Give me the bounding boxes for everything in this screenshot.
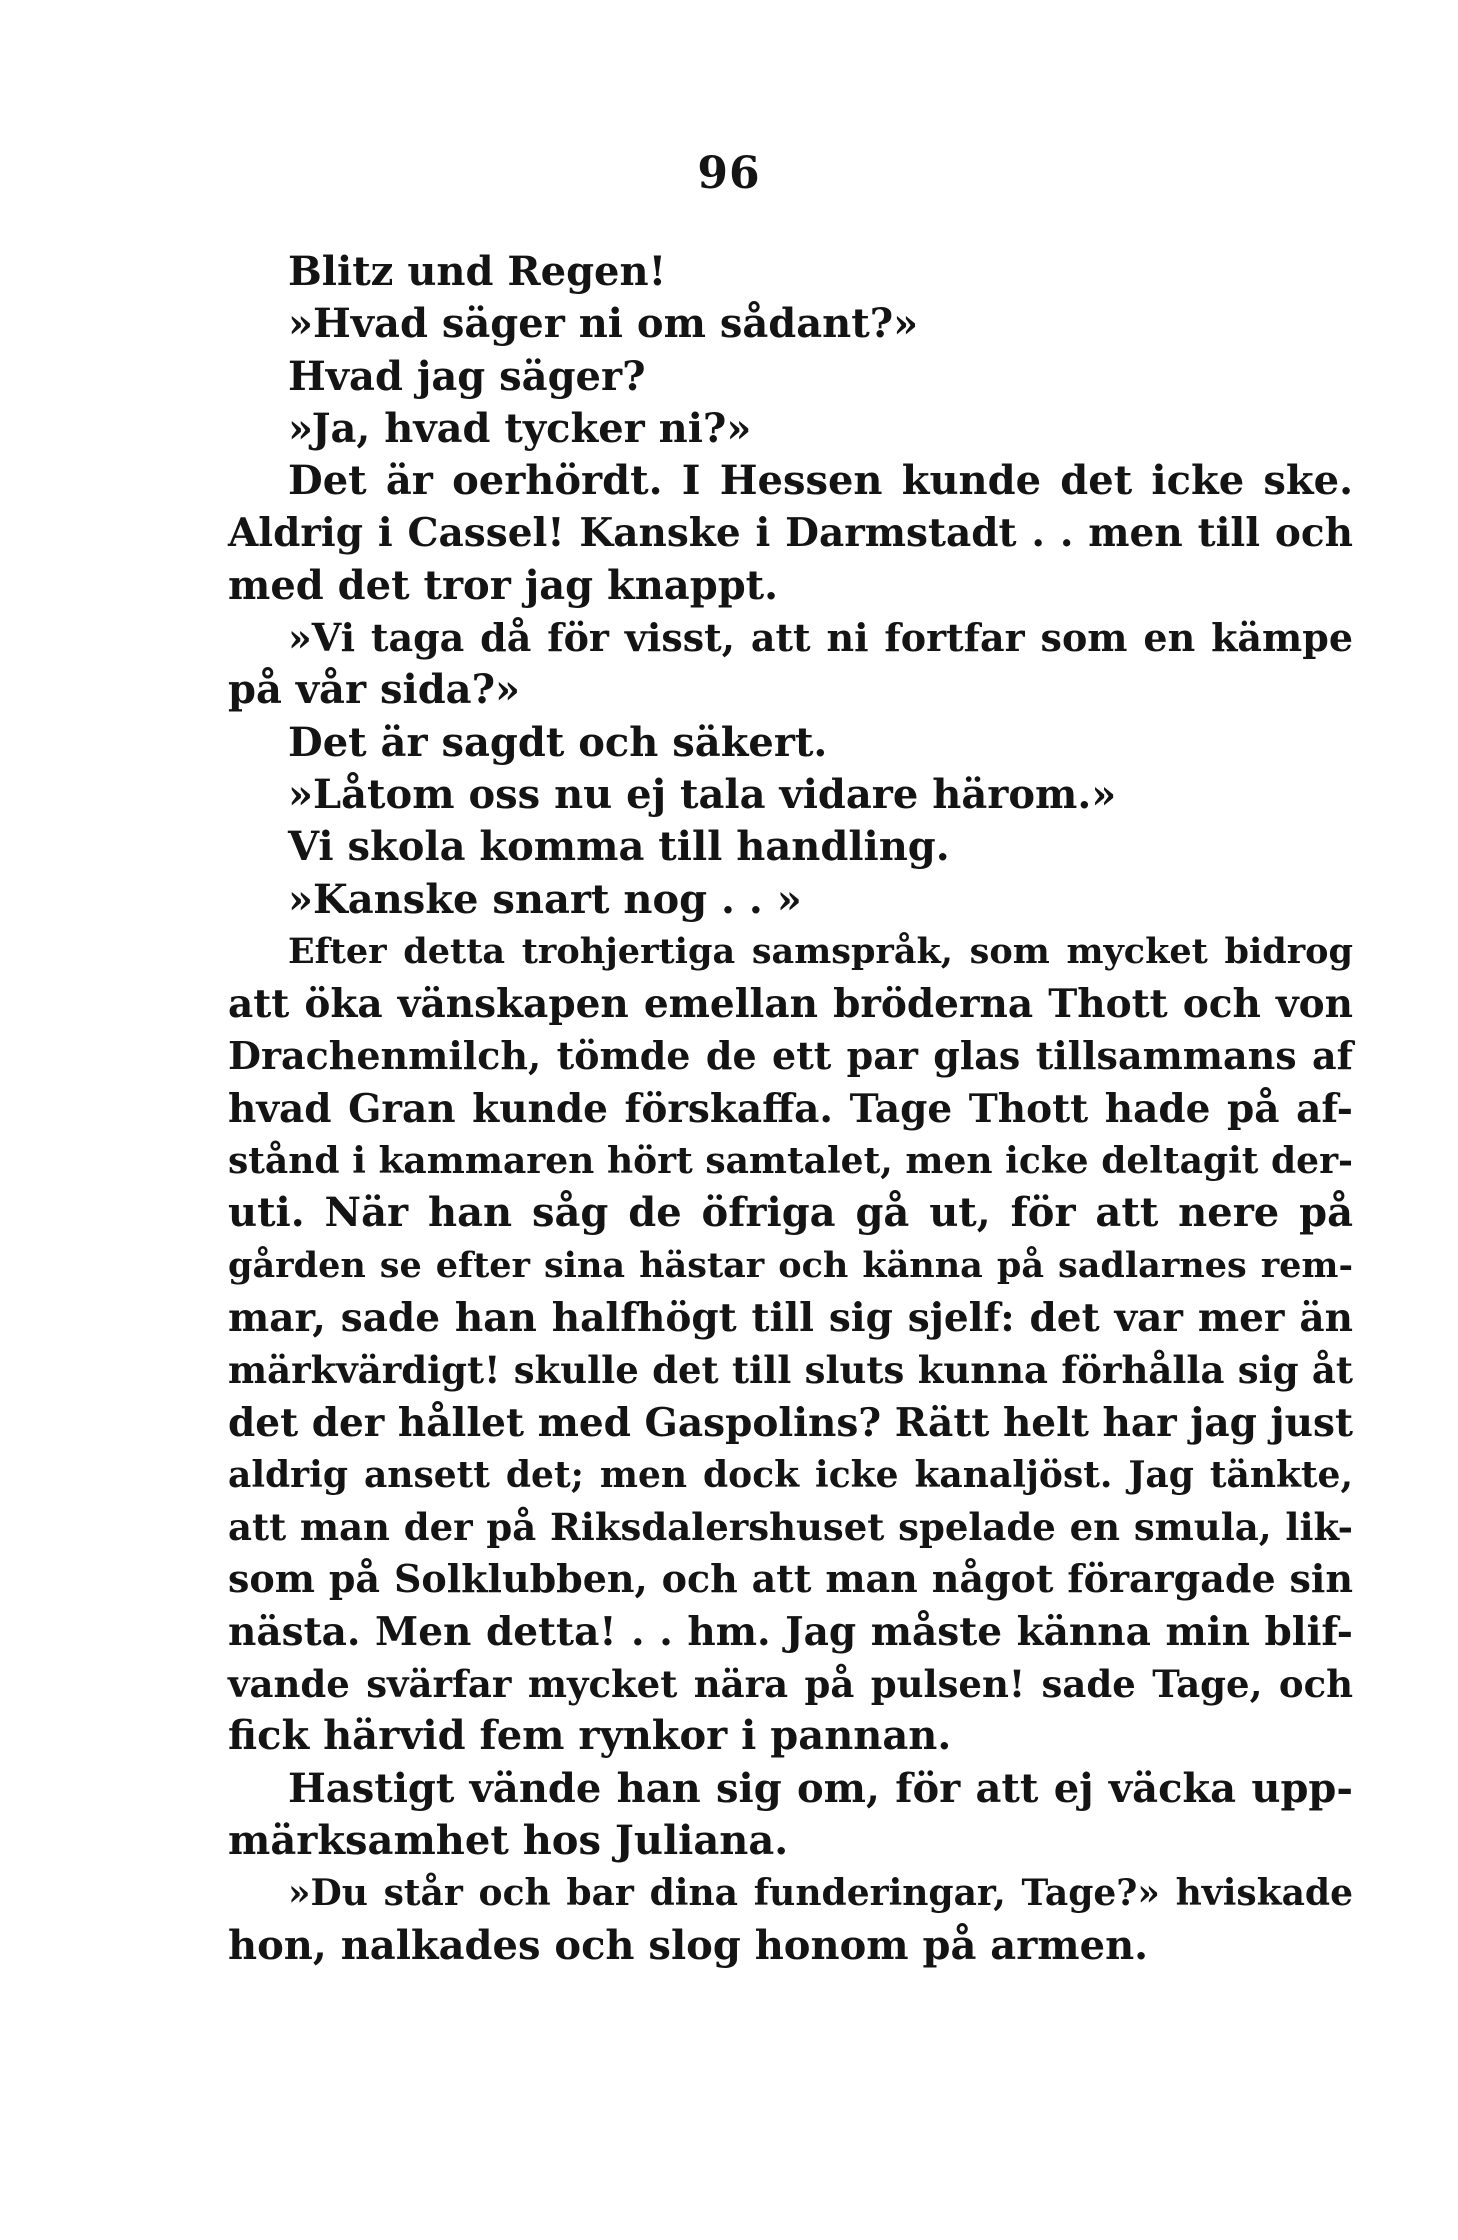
text-line: med det tror jag knappt. [228,561,779,609]
text-line: nästa. Men detta! . . hm. Jag måste känna min blif- [228,1608,1353,1655]
text-line: »Du står och bar dina funderingar, Tage?» hviskade [288,1872,1353,1915]
text-line: »Låtom oss nu ej tala vidare härom.» [288,770,1117,818]
text-line: »Hvad säger ni om sådant?» [288,300,919,348]
body-text [228,246,1353,1972]
text-line: märksamhet hos Juliana. [228,1816,789,1864]
text-line: gården se efter sina hästar och känna på sadlarnes rem- [228,1244,1353,1286]
text-line: märkvärdigt! skulle det till sluts kunna förhålla sig åt [228,1348,1353,1393]
text-line: att öka vänskapen emellan bröderna Thott och von [228,981,1353,1028]
text-line: på vår sida?» [228,666,521,714]
text-line: »Kanske snart nog . . » [288,875,802,923]
text-line: uti. När han såg de öfriga gå ut, för att nere på [228,1189,1353,1237]
text-line: Blitz und Regen! [288,248,667,295]
text-line: aldrig ansett det; men dock icke kanaljöst. Jag tänkte, [228,1453,1353,1496]
text-line: hvad Gran kunde förskaffa. Tage Thott hade på af- [228,1085,1353,1132]
text-line: Drachenmilch, tömde de ett par glas tillsammans af [228,1033,1353,1079]
text-line: Efter detta trohjertiga samspråk, som mycket bidrog [288,930,1353,972]
text-line: stånd i kammaren hört samtalet, men icke deltagit der- [228,1140,1353,1183]
text-line: vande svärfar mycket nära på pulsen! sade Tage, och [228,1662,1353,1707]
text-line: det der hållet med Gaspolins? Rätt helt har jag just [228,1399,1353,1446]
text-line: hon, nalkades och slog honom på armen. [228,1921,1149,1969]
page-number: 96 [697,148,761,199]
text-line: Det är oerhördt. I Hessen kunde det icke ske. [288,457,1353,505]
text-line: Hastigt vände han sig om, för att ej väcka upp- [288,1764,1353,1812]
text-line: fick härvid fem rynkor i pannan. [228,1712,952,1760]
text-line: Vi skola komma till handling. [288,823,950,871]
text-line: att man der på Riksdalershuset spelade en smula, lik- [228,1505,1353,1550]
text-line: »Vi taga då för visst, att ni fortfar som en kämpe [288,615,1353,661]
text-line: »Ja, hvad tycker ni?» [288,404,752,452]
text-line: Det är sagdt och säkert. [288,718,828,766]
text-line: Aldrig i Cassel! Kanske i Darmstadt . . men till och [228,510,1353,557]
text-line: Hvad jag säger? [288,352,646,400]
text-line: som på Solklubben, och att man något förargade sin [228,1556,1353,1602]
text-line: mar, sade han halfhögt till sig sjelf: det var mer än [228,1294,1353,1341]
